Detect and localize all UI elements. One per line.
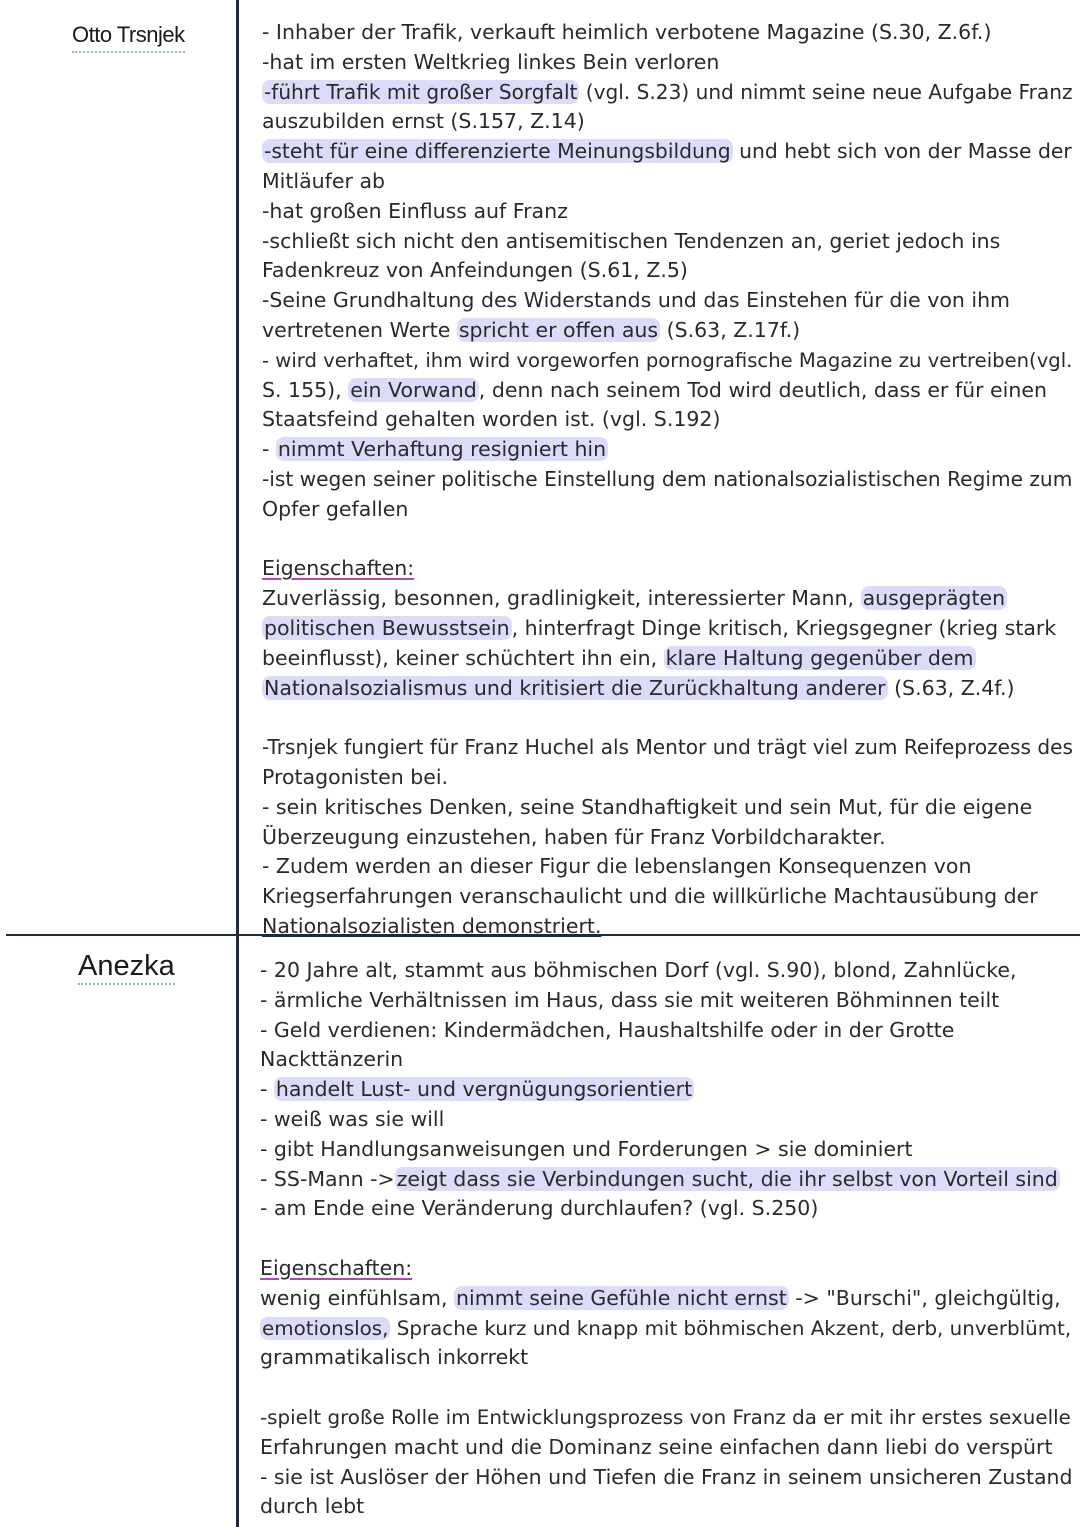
text: - [260,1077,274,1102]
note-line: durch lebt [260,1494,365,1519]
text: Zuverlässig, besonnen, gradlinigkeit, interessierter Mann, [262,586,861,611]
column-divider [236,0,239,1527]
note-line [262,614,1077,644]
highlight: nimmt Verhaftung resigniert hin [277,437,607,462]
note-line: - sie ist Auslöser der Höhen und Tiefen die Franz in seinem unsicheren Zustand [260,1464,1073,1489]
heading-text: Eigenschaften: [260,1255,413,1280]
highlight: klare Haltung gegenüber dem [665,645,974,670]
highlight: -führt Trafik mit großer Sorgfalt [264,79,578,104]
note-line: -hat im ersten Weltkrieg linkes Bein verloren [262,49,720,74]
note-line: - gibt Handlungsanweisungen und Forderungen > sie dominiert [260,1136,913,1161]
text: und hebt sich von der Masse der [732,139,1072,164]
note-line [262,137,1077,167]
text: beeinflusst), keiner schüchtert ihn ein, [262,645,664,670]
note-line: - Zudem werden an dieser Figur die lebenslangen Konsequenzen von [262,854,972,879]
note-line: Mitläufer ab [262,168,386,193]
highlight: -steht für eine differenzierte Meinungsbildung [264,139,731,164]
note-line [260,1075,1075,1105]
highlight: nimmt seine Gefühle nicht ernst [456,1285,787,1310]
note-line [260,1284,1075,1314]
note-line: Überzeugung einzustehen, haben für Franz Vorbildcharakter. [262,824,886,849]
highlight: handelt Lust- und vergnügungsorientiert [275,1077,693,1102]
text: , denn nach seinem Tod wird deutlich, dass er für einen [478,377,1047,402]
section-heading [262,554,1077,584]
note-line: -spielt große Rolle im Entwicklungsprozess von Franz da er mit ihr erstes sexuelle [260,1405,1071,1429]
character-name-anezka: Anezka [78,952,175,985]
anezka-notes [260,956,1075,1522]
note-line: - weiß was sie will [260,1106,445,1131]
note-line: -Trsnjek fungiert für Franz Huchel als Mentor und trägt viel zum Reifeprozess des [262,735,1073,760]
note-line: Opfer gefallen [262,496,409,521]
highlight: spricht er offen aus [458,317,659,342]
note-line: -schließt sich nicht den antisemitischen Tendenzen an, geriet jedoch ins [262,228,1001,253]
note-line: -ist wegen seiner politische Einstellung dem nationalsozialistischen Regime zum [262,466,1073,491]
note-line [262,376,1077,406]
note-line [262,674,1077,704]
note-line: grammatikalisch inkorrekt [260,1345,529,1370]
note-line: Erfahrungen macht und die Dominanz seine einfachen dann liebi do verspürt [260,1434,1053,1459]
note-line: - am Ende eine Veränderung durchlaufen? (vgl. S.250) [260,1196,819,1221]
note-line: - Inhaber der Trafik, verkauft heimlich verbotene Magazine (S.30, Z.6f.) [262,20,992,44]
highlight: emotionslos, [262,1316,389,1340]
note-line [260,1314,1075,1344]
note-line: - sein kritisches Denken, seine Standhaftigkeit und sein Mut, für die eigene [262,794,1033,819]
text: , hinterfragt Dinge kritisch, Kriegsgegner (krieg stark [511,615,1057,640]
note-line: - Geld verdienen: Kindermädchen, Haushaltshilfe oder in der Grotte [260,1017,955,1042]
text: Nationalsozialisten demonstriert. [262,913,602,938]
highlight: ein Vorwand [350,377,477,402]
note-line: Nackttänzerin [260,1047,404,1072]
highlight: Nationalsozialismus und kritisiert die Zurückhaltung anderer [264,675,886,700]
text: (S.63, Z.4f.) [887,675,1015,700]
note-line: - ärmliche Verhältnissen im Haus, dass sie mit weiteren Böhminnen teilt [260,987,1000,1012]
text: - SS-Mann -> [260,1166,395,1191]
text: (S.63, Z.17f.) [660,317,801,342]
otto-notes [262,18,1077,942]
character-name-otto: Otto Trsnjek [72,20,185,53]
note-line: - 20 Jahre alt, stammt aus böhmischen Dorf (vgl. S.90), blond, Zahnlücke, [260,958,1017,982]
note-line: Staatsfeind gehalten worden ist. (vgl. S.192) [262,407,721,432]
text: vertretenen Werte [262,317,457,342]
note-line: Fadenkreuz von Anfeindungen (S.61, Z.5) [262,258,688,283]
note-line [262,316,1077,346]
highlight: ausgeprägten [862,586,1006,611]
note-line: - wird verhaftet, ihm wird vorgeworfen pornografische Magazine zu vertreiben(vgl. [262,348,1073,372]
note-line: auszubilden ernst (S.157, Z.14) [262,109,585,134]
note-line [262,435,1077,465]
note-line [262,584,1077,614]
text: - [262,437,276,462]
highlight: zeigt dass sie Verbindungen sucht, die ihr selbst von Vorteil sind [396,1166,1058,1191]
text: S. 155), [262,377,349,402]
note-line: Protagonisten bei. [262,764,449,789]
section-heading [260,1254,1075,1284]
text: (vgl. S.23) und nimmt seine neue Aufgabe Franz [579,79,1073,104]
note-line: -hat großen Einfluss auf Franz [262,198,568,223]
text: wenig einfühlsam, [260,1285,455,1310]
note-line: Kriegserfahrungen veranschaulicht und die willkürliche Machtausübung der [262,884,1038,909]
highlight: politischen Bewusstsein [264,615,510,640]
text: -> "Burschi", gleichgültig, [788,1285,1061,1310]
heading-text: Eigenschaften: [262,556,415,581]
note-line [262,912,1077,942]
note-line: -Seine Grundhaltung des Widerstands und das Einstehen für die von ihm [262,288,1011,313]
note-line [262,78,1077,108]
note-line [262,644,1077,674]
text: Sprache kurz und knapp mit böhmischen Akzent, derb, unverblümt, [390,1316,1072,1340]
note-line [260,1165,1075,1195]
